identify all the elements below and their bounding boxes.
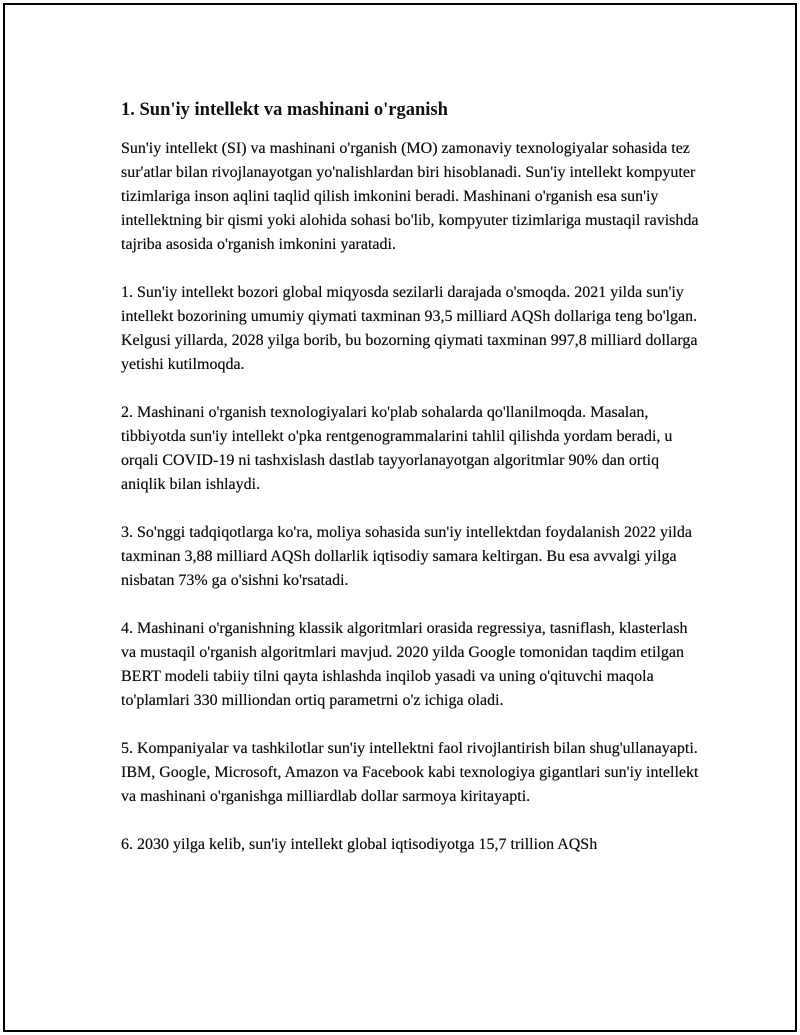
paragraph-5: 5. Kompaniyalar va tashkilotlar sun'iy intellektni faol rivojlantirish bilan shug'ullanayapti. IBM, Google, Microsoft, Amazon va Facebook kabi texnologiya gigantlari sun'iy intellekt va mashinani o'rganishga milliardlab dollar sarmoya kiritayapti.: [121, 740, 699, 805]
intro-paragraph: Sun'iy intellekt (SI) va mashinani o'rganish (MO) zamonaviy texnologiyalar sohasida tez sur'atlar bilan rivojlanayotgan yo'nalishlardan biri hisoblanadi. Sun'iy intellekt kompyuter tizimlariga inson aqlini taqlid qilish imkonini beradi. Mashinani o'rganish esa sun'iy intellektning bir qismi yoki alohida sohasi bo'lib, kompyuter tizimlariga mustaqil ravishda tajriba asosida o'rganish imkonini yaratadi.: [121, 140, 699, 253]
paragraph-1: 1. Sun'iy intellekt bozori global miqyosda sezilarli darajada o'smoqda. 2021 yilda sun'iy intellekt bozorining umumiy qiymati taxminan 93,5 milliard AQSh dollariga teng bo'lgan. Kelgusi yillarda, 2028 yilga borib, bu bozorning qiymati taxminan 997,8 milliard dollarga yetishi kutilmoqda.: [121, 284, 698, 373]
paragraph-6: 6. 2030 yilga kelib, sun'iy intellekt global iqtisodiyotga 15,7 trillion AQSh: [121, 836, 598, 853]
paragraph-3: 3. So'nggi tadqiqotlarga ko'ra, moliya sohasida sun'iy intellektdan foydalanish 2022 yilda taxminan 3,88 milliard AQSh dollarlik iqtisodiy samara keltirgan. Bu esa avvalgi yilga nisbatan 73% ga o'sishni ko'rsatadi.: [121, 524, 692, 589]
document-body: [121, 97, 701, 881]
paragraph-2: 2. Mashinani o'rganish texnologiyalari ko'plab sohalarda qo'llanilmoqda. Masalan, tibbiyotda sun'iy intellekt o'pka rentgenogrammalarini tahlil qilishda yordam beradi, u orqali COVID-19 ni tashxislash dastlab tayyorlanayotgan algoritmlar 90% dan ortiq aniqlik bilan ishlaydi.: [121, 404, 673, 493]
paragraph-4: 4. Mashinani o'rganishning klassik algoritmlari orasida regressiya, tasniflash, klasterlash va mustaqil o'rganish algoritmlari mavjud. 2020 yilda Google tomonidan taqdim etilgan BERT modeli tabiiy tilni qayta ishlashda inqilob yasadi va uning o'qituvchi maqola to'plamlari 330 milliondan ortiq parametrni o'z ichiga oladi.: [121, 620, 688, 709]
section-heading: 1. Sun'iy intellekt va mashinani o'rganish: [121, 100, 448, 120]
page-frame: [3, 3, 797, 1032]
